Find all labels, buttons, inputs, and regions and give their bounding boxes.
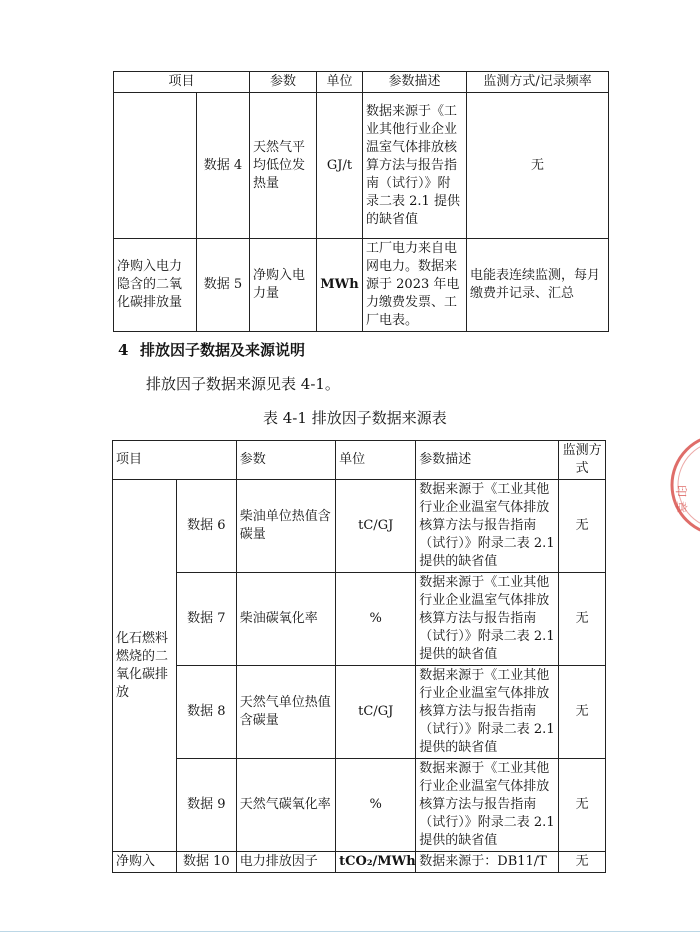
desc-cell: 数据来源于《工业其他行业企业温室气体排放核算方法与报告指南（试行）》附录二表 2.1 提供的缺省值 xyxy=(416,480,559,573)
data-id-cell: 数据 8 xyxy=(176,666,236,759)
method-cell: 电能表连续监测，每月缴费并记录、汇总 xyxy=(467,239,609,332)
table-row xyxy=(113,573,606,666)
desc-cell: 数据来源于：DB11/T xyxy=(416,852,559,873)
method-cell: 无 xyxy=(559,666,606,759)
header-unit: 单位 xyxy=(336,441,416,480)
data-id-cell: 数据 6 xyxy=(176,480,236,573)
section-title: 排放因子数据及来源说明 xyxy=(140,341,306,359)
unit-cell: % xyxy=(336,573,416,666)
header-desc: 参数描述 xyxy=(363,72,467,93)
method-cell: 无 xyxy=(467,93,609,239)
group-label-cell: 化石燃料燃烧的二氧化碳排放 xyxy=(113,480,177,852)
param-cell: 天然气碳氧化率 xyxy=(236,759,335,852)
intro-paragraph: 排放因子数据来源见表 4-1。 xyxy=(146,375,340,393)
unit-cell: tC/GJ xyxy=(336,480,416,573)
desc-cell: 数据来源于《工业其他行业企业温室气体排放核算方法与报告指南（试行）》附录二表 2.1 提供的缺省值 xyxy=(363,93,467,239)
data-id-cell: 数据 9 xyxy=(176,759,236,852)
header-method: 监测方式/记录频率 xyxy=(467,72,609,93)
table-row xyxy=(114,93,609,239)
param-cell: 天然气单位热值含碳量 xyxy=(236,666,335,759)
table-row xyxy=(113,666,606,759)
header-desc: 参数描述 xyxy=(416,441,559,480)
section-heading xyxy=(118,339,305,360)
method-cell: 无 xyxy=(559,852,606,873)
item-cell xyxy=(114,93,197,239)
table-row xyxy=(114,239,609,332)
param-cell: 电力排放因子 xyxy=(236,852,335,873)
emission-factor-table xyxy=(112,440,606,873)
header-item: 项目 xyxy=(113,441,237,480)
param-cell: 柴油碳氧化率 xyxy=(236,573,335,666)
header-item: 项目 xyxy=(114,72,250,93)
data-id-cell: 数据 4 xyxy=(197,93,250,239)
section-number: 4 xyxy=(118,341,129,359)
table-caption: 表 4-1 排放因子数据来源表 xyxy=(263,409,447,427)
emission-data-table-continued xyxy=(113,71,609,332)
data-id-cell: 数据 10 xyxy=(176,852,236,873)
table-row xyxy=(113,852,606,873)
param-cell: 柴油单位热值含碳量 xyxy=(236,480,335,573)
method-cell: 无 xyxy=(559,759,606,852)
desc-cell: 数据来源于《工业其他行业企业温室气体排放核算方法与报告指南（试行）》附录二表 2.1 提供的缺省值 xyxy=(416,759,559,852)
item-cell: 净购入电力隐含的二氧化碳排放量 xyxy=(114,239,197,332)
item-cell: 净购入 xyxy=(113,852,177,873)
seal-stamp-icon xyxy=(660,430,700,540)
header-unit: 单位 xyxy=(317,72,363,93)
header-param: 参数 xyxy=(236,441,335,480)
unit-cell: tCO₂/MWh xyxy=(336,852,416,873)
header-method: 监测方式 xyxy=(559,441,606,480)
unit-cell: MWh xyxy=(317,239,363,332)
desc-cell: 数据来源于《工业其他行业企业温室气体排放核算方法与报告指南（试行）》附录二表 2.1 提供的缺省值 xyxy=(416,573,559,666)
table-row xyxy=(113,480,606,573)
param-cell: 净购入电力量 xyxy=(250,239,317,332)
desc-cell: 工厂电力来自电网电力。数据来源于 2023 年电力缴费发票、工厂电表。 xyxy=(363,239,467,332)
unit-cell: GJ/t xyxy=(317,93,363,239)
method-cell: 无 xyxy=(559,480,606,573)
desc-cell: 数据来源于《工业其他行业企业温室气体排放核算方法与报告指南（试行）》附录二表 2.1 提供的缺省值 xyxy=(416,666,559,759)
data-id-cell: 数据 5 xyxy=(197,239,250,332)
param-cell: 天然气平均低位发热量 xyxy=(250,93,317,239)
table-row xyxy=(113,759,606,852)
header-param: 参数 xyxy=(250,72,317,93)
unit-cell: % xyxy=(336,759,416,852)
unit-cell: tC/GJ xyxy=(336,666,416,759)
scan-edge-line xyxy=(0,931,700,932)
svg-text:印 章: 印 章 xyxy=(674,485,688,513)
method-cell: 无 xyxy=(559,573,606,666)
data-id-cell: 数据 7 xyxy=(176,573,236,666)
